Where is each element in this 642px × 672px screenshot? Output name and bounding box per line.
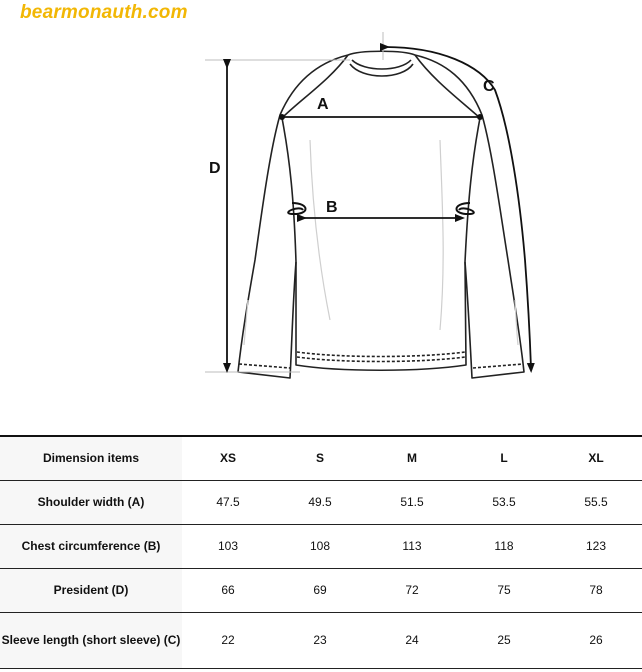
table-cell: 47.5 xyxy=(182,480,274,524)
row-label: Sleeve length (short sleeve) (C) xyxy=(0,612,182,668)
table-cell: 25 xyxy=(458,612,550,668)
label-a: A xyxy=(317,96,329,113)
table-cell: 24 xyxy=(366,612,458,668)
table-cell: 55.5 xyxy=(550,480,642,524)
size-xs: XS xyxy=(182,436,274,480)
row-label: Chest circumference (B) xyxy=(0,524,182,568)
size-s: S xyxy=(274,436,366,480)
table-cell: 26 xyxy=(550,612,642,668)
sweater-body xyxy=(238,51,524,378)
table-cell: 108 xyxy=(274,524,366,568)
table-cell: 75 xyxy=(458,568,550,612)
size-l: L xyxy=(458,436,550,480)
row-label: President (D) xyxy=(0,568,182,612)
table-cell: 113 xyxy=(366,524,458,568)
measure-arrow-icon xyxy=(385,47,531,368)
label-d: D xyxy=(209,160,221,177)
table-cell: 49.5 xyxy=(274,480,366,524)
table-cell: 51.5 xyxy=(366,480,458,524)
row-label: Shoulder width (A) xyxy=(0,480,182,524)
table-cell: 66 xyxy=(182,568,274,612)
table-cell: 103 xyxy=(182,524,274,568)
table-row xyxy=(0,612,642,668)
label-b: B xyxy=(326,199,338,216)
table-cell: 72 xyxy=(366,568,458,612)
size-m: M xyxy=(366,436,458,480)
table-cell: 53.5 xyxy=(458,480,550,524)
table-header-row xyxy=(0,436,642,480)
size-table xyxy=(0,435,642,669)
table-row xyxy=(0,480,642,524)
site-watermark: bearmonauth.com xyxy=(20,2,188,23)
table-cell: 78 xyxy=(550,568,642,612)
table-cell: 123 xyxy=(550,524,642,568)
table-row xyxy=(0,524,642,568)
table-cell: 22 xyxy=(182,612,274,668)
size-xl: XL xyxy=(550,436,642,480)
table-cell: 23 xyxy=(274,612,366,668)
label-c: C xyxy=(483,78,495,95)
header-label: Dimension items xyxy=(0,436,182,480)
table-cell: 69 xyxy=(274,568,366,612)
table-row xyxy=(0,568,642,612)
table-cell: 118 xyxy=(458,524,550,568)
